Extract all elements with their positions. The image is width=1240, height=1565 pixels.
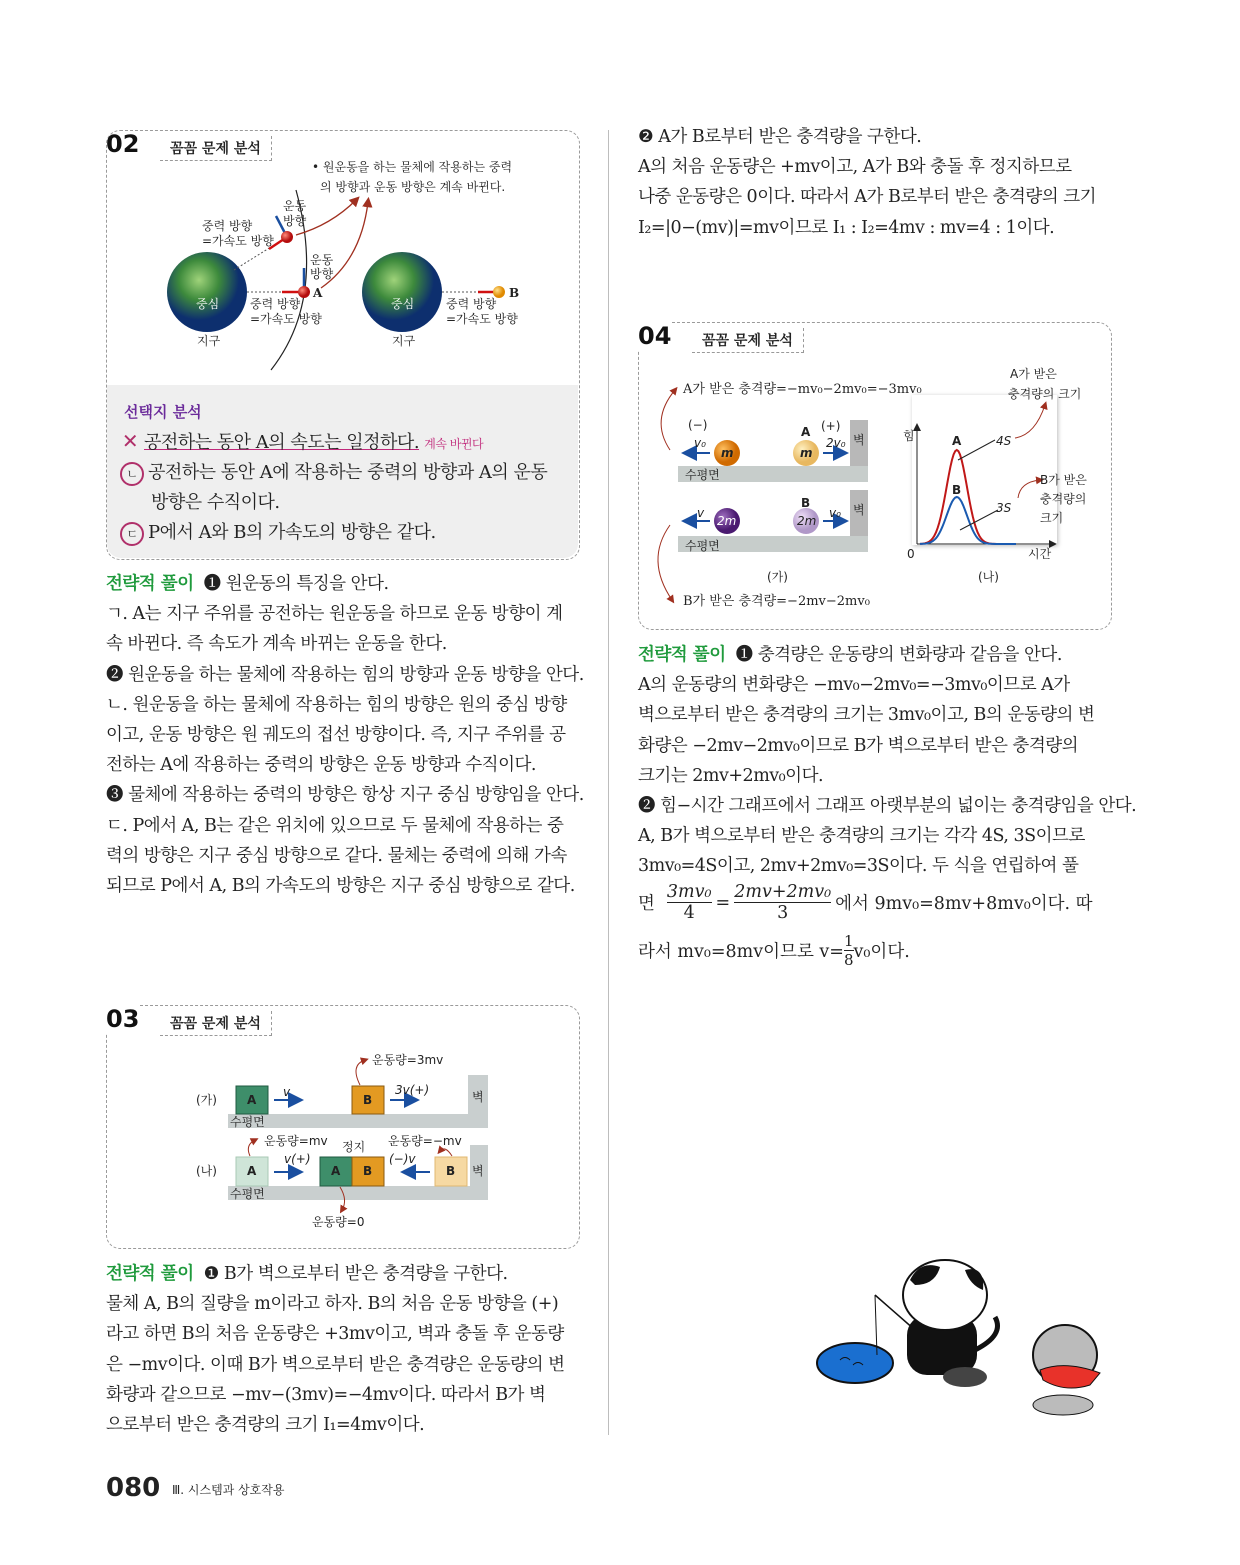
diagram-label: 중력 방향: [250, 297, 301, 311]
text-line: A의 운동량의 변화량은 −mv₀−2mv₀=−3mv₀이므로 A가: [638, 675, 1070, 696]
diagram-label: 벽: [472, 1090, 484, 1104]
diagram-label: (나): [196, 1164, 217, 1178]
text-line: ❸ 물체에 작용하는 중력의 방향은 항상 지구 중심 방향임을 안다.: [106, 785, 584, 806]
section-title: Ⅲ. 시스템과 상호작용: [172, 1483, 285, 1497]
diagram-label: 크기: [1040, 511, 1064, 525]
diagram-label: 수평면: [685, 468, 720, 482]
text-line: 3mv₀=4S이고, 2mv+2mv₀=3S이다. 두 식을 연립하여 풀: [638, 856, 1079, 877]
diagram-label: (+): [821, 419, 841, 433]
strategy-step: ❶ 충격량은 운동량의 변화량과 같음을 안다.: [735, 645, 1062, 665]
diagram-label: B: [801, 496, 811, 510]
text-line: 은 −mv이다. 이때 B가 벽으로부터 받은 충격량은 운동량의 변: [106, 1354, 565, 1375]
diagram-note: 의 방향과 운동 방향은 계속 바뀐다.: [320, 180, 506, 194]
q02-strategy: [106, 569, 584, 901]
text-line: 이고, 운동 방향은 원 궤도의 접선 방향이다. 즉, 지구 주위를 공: [106, 724, 566, 745]
choice-item: ✕ 공전하는 동안 A의 속도는 일정하다. 계속 바뀐다: [121, 429, 484, 453]
axis-label: 시간: [1028, 547, 1052, 561]
diagram-label: (−)v: [389, 1152, 416, 1166]
text-line: 되므로 P에서 A, B의 가속도의 방향은 지구 중심 방향으로 같다.: [106, 875, 575, 896]
analysis-tag: 꼼꼼 문제 분석: [160, 1011, 272, 1036]
diagram-label: =가속도 방향: [202, 234, 274, 248]
diagram-label: =가속도 방향: [446, 312, 518, 326]
curve-label: A: [952, 434, 962, 448]
diagram-label: v: [697, 506, 705, 520]
diagram-label: 지구: [197, 334, 221, 348]
diagram-label: =가속도 방향: [250, 312, 322, 326]
block-label: B: [363, 1093, 373, 1107]
area-label: 3S: [996, 501, 1012, 515]
diagram-label: A: [313, 286, 323, 300]
diagram-label: 중심: [391, 297, 415, 311]
text-line: 크기는 2mv+2mv₀이다.: [638, 765, 824, 786]
text-line: [106, 569, 578, 599]
diagram-label: v₀: [829, 506, 841, 520]
strategy-label: 전략적 풀이: [106, 1264, 194, 1284]
choice-item: ㄴ 공전하는 동안 A에 작용하는 중력의 방향과 A의 운동: [120, 458, 547, 486]
diagram-label: v₀: [694, 436, 706, 450]
correct-circle-icon: ㄴ: [120, 462, 144, 486]
page-number: 080: [106, 1473, 161, 1503]
block-label: A: [331, 1164, 341, 1178]
ball-label: m: [800, 446, 813, 460]
question-number: 04: [638, 322, 672, 350]
diagram-label: B가 받은 충격량=−2mv−2mv₀: [683, 594, 870, 609]
text-line: 전하는 A에 작용하는 중력의 방향은 운동 방향과 수직이다.: [106, 755, 536, 776]
text-line: 으로부터 받은 충격량의 크기 I₁=4mv이다.: [106, 1414, 425, 1435]
earth-icon: [167, 252, 247, 332]
diagram-label: (가): [196, 1093, 217, 1107]
text-line: 력의 방향은 지구 중심 방향으로 같다. 물체는 중력에 의해 가속: [106, 845, 567, 866]
strategy-label: 전략적 풀이: [638, 645, 726, 665]
block-label: B: [363, 1164, 373, 1178]
text-line: 벽으로부터 받은 충격량의 크기는 3mv₀이고, B의 운동량의 변: [638, 705, 1095, 726]
diagram-label: 운동: [310, 253, 334, 267]
diagram-note: • 원운동을 하는 물체에 작용하는 중력: [312, 160, 513, 174]
diagram-label: v(+): [284, 1152, 311, 1166]
strategy-step: ❶ B가 벽으로부터 받은 충격량을 구한다.: [203, 1264, 508, 1284]
text-line: ㄷ. P에서 A, B는 같은 위치에 있으므로 두 물체에 작용하는 중: [106, 815, 564, 836]
question-number: 03: [106, 1005, 140, 1033]
diagram-label: A: [801, 425, 811, 439]
diagram-label: 방향: [283, 214, 307, 228]
diagram-label: (나): [978, 570, 999, 584]
diagram-label: 수평면: [230, 1115, 265, 1129]
text-line: A, B가 벽으로부터 받은 충격량의 크기는 각각 4S, 3S이므로: [638, 826, 1085, 847]
diagram-label: A가 받은 충격량=−mv₀−2mv₀=−3mv₀: [683, 382, 922, 397]
diagram-label: 벽: [853, 433, 865, 447]
diagram-label: B가 받은: [1040, 473, 1087, 487]
choice-analysis-title: 선택지 분석: [124, 403, 202, 421]
strategy-step: ❶ 원운동의 특징을 안다.: [203, 574, 389, 594]
text-line: 화량과 같으므로 −mv−(3mv)=−4mv이다. 따라서 B가 벽: [106, 1384, 546, 1405]
diagram-label: 3v(+): [395, 1083, 430, 1097]
question-number: 02: [106, 130, 140, 158]
block-label: B: [446, 1164, 456, 1178]
diagram-label: 벽: [853, 503, 865, 517]
diagram-label: 방향: [310, 267, 334, 281]
q04-strategy: [638, 640, 1137, 882]
text-line: ㄴ. 원운동을 하는 물체에 작용하는 힘의 방향은 원의 중심 방향: [106, 694, 567, 715]
final-equation: 라서 mv₀=8mv이므로 v= $\frac{1}{8}$ v₀이다.: [638, 932, 910, 969]
column-divider: [608, 130, 609, 1435]
diagram-label: 벽: [472, 1164, 484, 1178]
diagram-label: 2v₀: [826, 436, 846, 450]
axis-label: 힘: [903, 429, 915, 443]
diagram-label: 운동량=3mv: [372, 1053, 444, 1067]
diagram-label: 중심: [196, 297, 220, 311]
q03-strategy: [106, 1259, 578, 1440]
text-line: I₂=|0−(mv)|=mv이므로 I₁ : I₂=4mv : mv=4 : 1이다.: [638, 217, 1055, 238]
strategy-label: 전략적 풀이: [106, 574, 194, 594]
text-line: 화량은 −2mv−2mv₀이므로 B가 벽으로부터 받은 충격량의: [638, 735, 1079, 756]
ball-label: 2m: [717, 514, 737, 528]
text-line: ㄱ. A는 지구 주위를 공전하는 원운동을 하므로 운동 방향이 계: [106, 604, 563, 625]
diagram-label: 중력 방향: [446, 297, 497, 311]
diagram-label: B: [509, 286, 520, 300]
diagram-label: 충격량의: [1040, 492, 1087, 506]
diagram-label: A가 받은: [1010, 367, 1057, 381]
diagram-label: 운동: [283, 199, 307, 213]
cats-illustration: [815, 1255, 1115, 1425]
analysis-tag: 꼼꼼 문제 분석: [692, 328, 804, 353]
diagram-label: 정지: [342, 1140, 366, 1154]
wrong-mark-icon: ✕: [121, 429, 139, 453]
text-line: 라고 하면 B의 처음 운동량은 +3mv이고, 벽과 충돌 후 운동량: [106, 1324, 564, 1345]
choice-item-cont: 방향은 수직이다.: [151, 492, 280, 513]
diagram-label: 중력 방향: [202, 219, 253, 233]
correct-circle-icon: ㄷ: [120, 522, 144, 546]
diagram-label: 수평면: [685, 539, 720, 553]
diagram-label: 수평면: [230, 1187, 265, 1201]
text-line: ❷ 힘−시간 그래프에서 그래프 아랫부분의 넓이는 충격량임을 안다.: [638, 795, 1137, 816]
curve-label: B: [952, 483, 962, 497]
object-a-moved: [281, 231, 293, 243]
text-line: 나중 운동량은 0이다. 따라서 A가 B로부터 받은 충격량의 크기: [638, 187, 1097, 208]
diagram-label: (−): [688, 418, 708, 432]
diagram-label: 지구: [392, 334, 416, 348]
text-line: ❷ A가 B로부터 받은 충격량을 구한다.: [638, 127, 922, 147]
diagram-label: 운동량=mv: [264, 1134, 328, 1148]
diagram-label: 운동량=−mv: [388, 1134, 462, 1148]
text-line: ❷ 원운동을 하는 물체에 작용하는 힘의 방향과 운동 방향을 안다.: [106, 664, 584, 685]
fraction-equation: 면 $\frac{\text{3mv₀}}{4}$ = $\frac{\text{2mv+2mv₀}}{3}$ 에서 9mv₀=8mv+8mv₀이다. 따: [638, 882, 1093, 923]
text-line: 속 바뀐다. 즉 속도가 계속 바뀌는 운동을 한다.: [106, 634, 447, 655]
text-line: [106, 1259, 578, 1289]
analysis-tag: 꼼꼼 문제 분석: [160, 136, 272, 161]
correction-note: 계속 바뀐다: [424, 437, 484, 451]
diagram-label: v: [283, 1085, 291, 1099]
text-line: 물체 A, B의 질량을 m이라고 하자. B의 처음 운동 방향을 (+): [106, 1294, 559, 1315]
earth-icon: [362, 252, 442, 332]
block-label: A: [247, 1164, 257, 1178]
block-label: A: [247, 1093, 257, 1107]
choice-item: ㄷ P에서 A와 B의 가속도의 방향은 같다.: [120, 518, 436, 546]
q03-strategy-cont: [638, 122, 1110, 243]
area-label: 4S: [996, 434, 1012, 448]
text-line: [638, 640, 1110, 670]
text-line: A의 처음 운동량은 +mv이고, A가 B와 충돌 후 정지하므로: [638, 157, 1072, 178]
axis-label: 0: [907, 547, 915, 561]
diagram-label: (가): [767, 570, 788, 584]
ball-label: 2m: [797, 514, 817, 528]
diagram-label: 충격량의 크기: [1008, 387, 1082, 401]
diagram-label: 운동량=0: [312, 1215, 365, 1229]
ball-label: m: [721, 446, 734, 460]
